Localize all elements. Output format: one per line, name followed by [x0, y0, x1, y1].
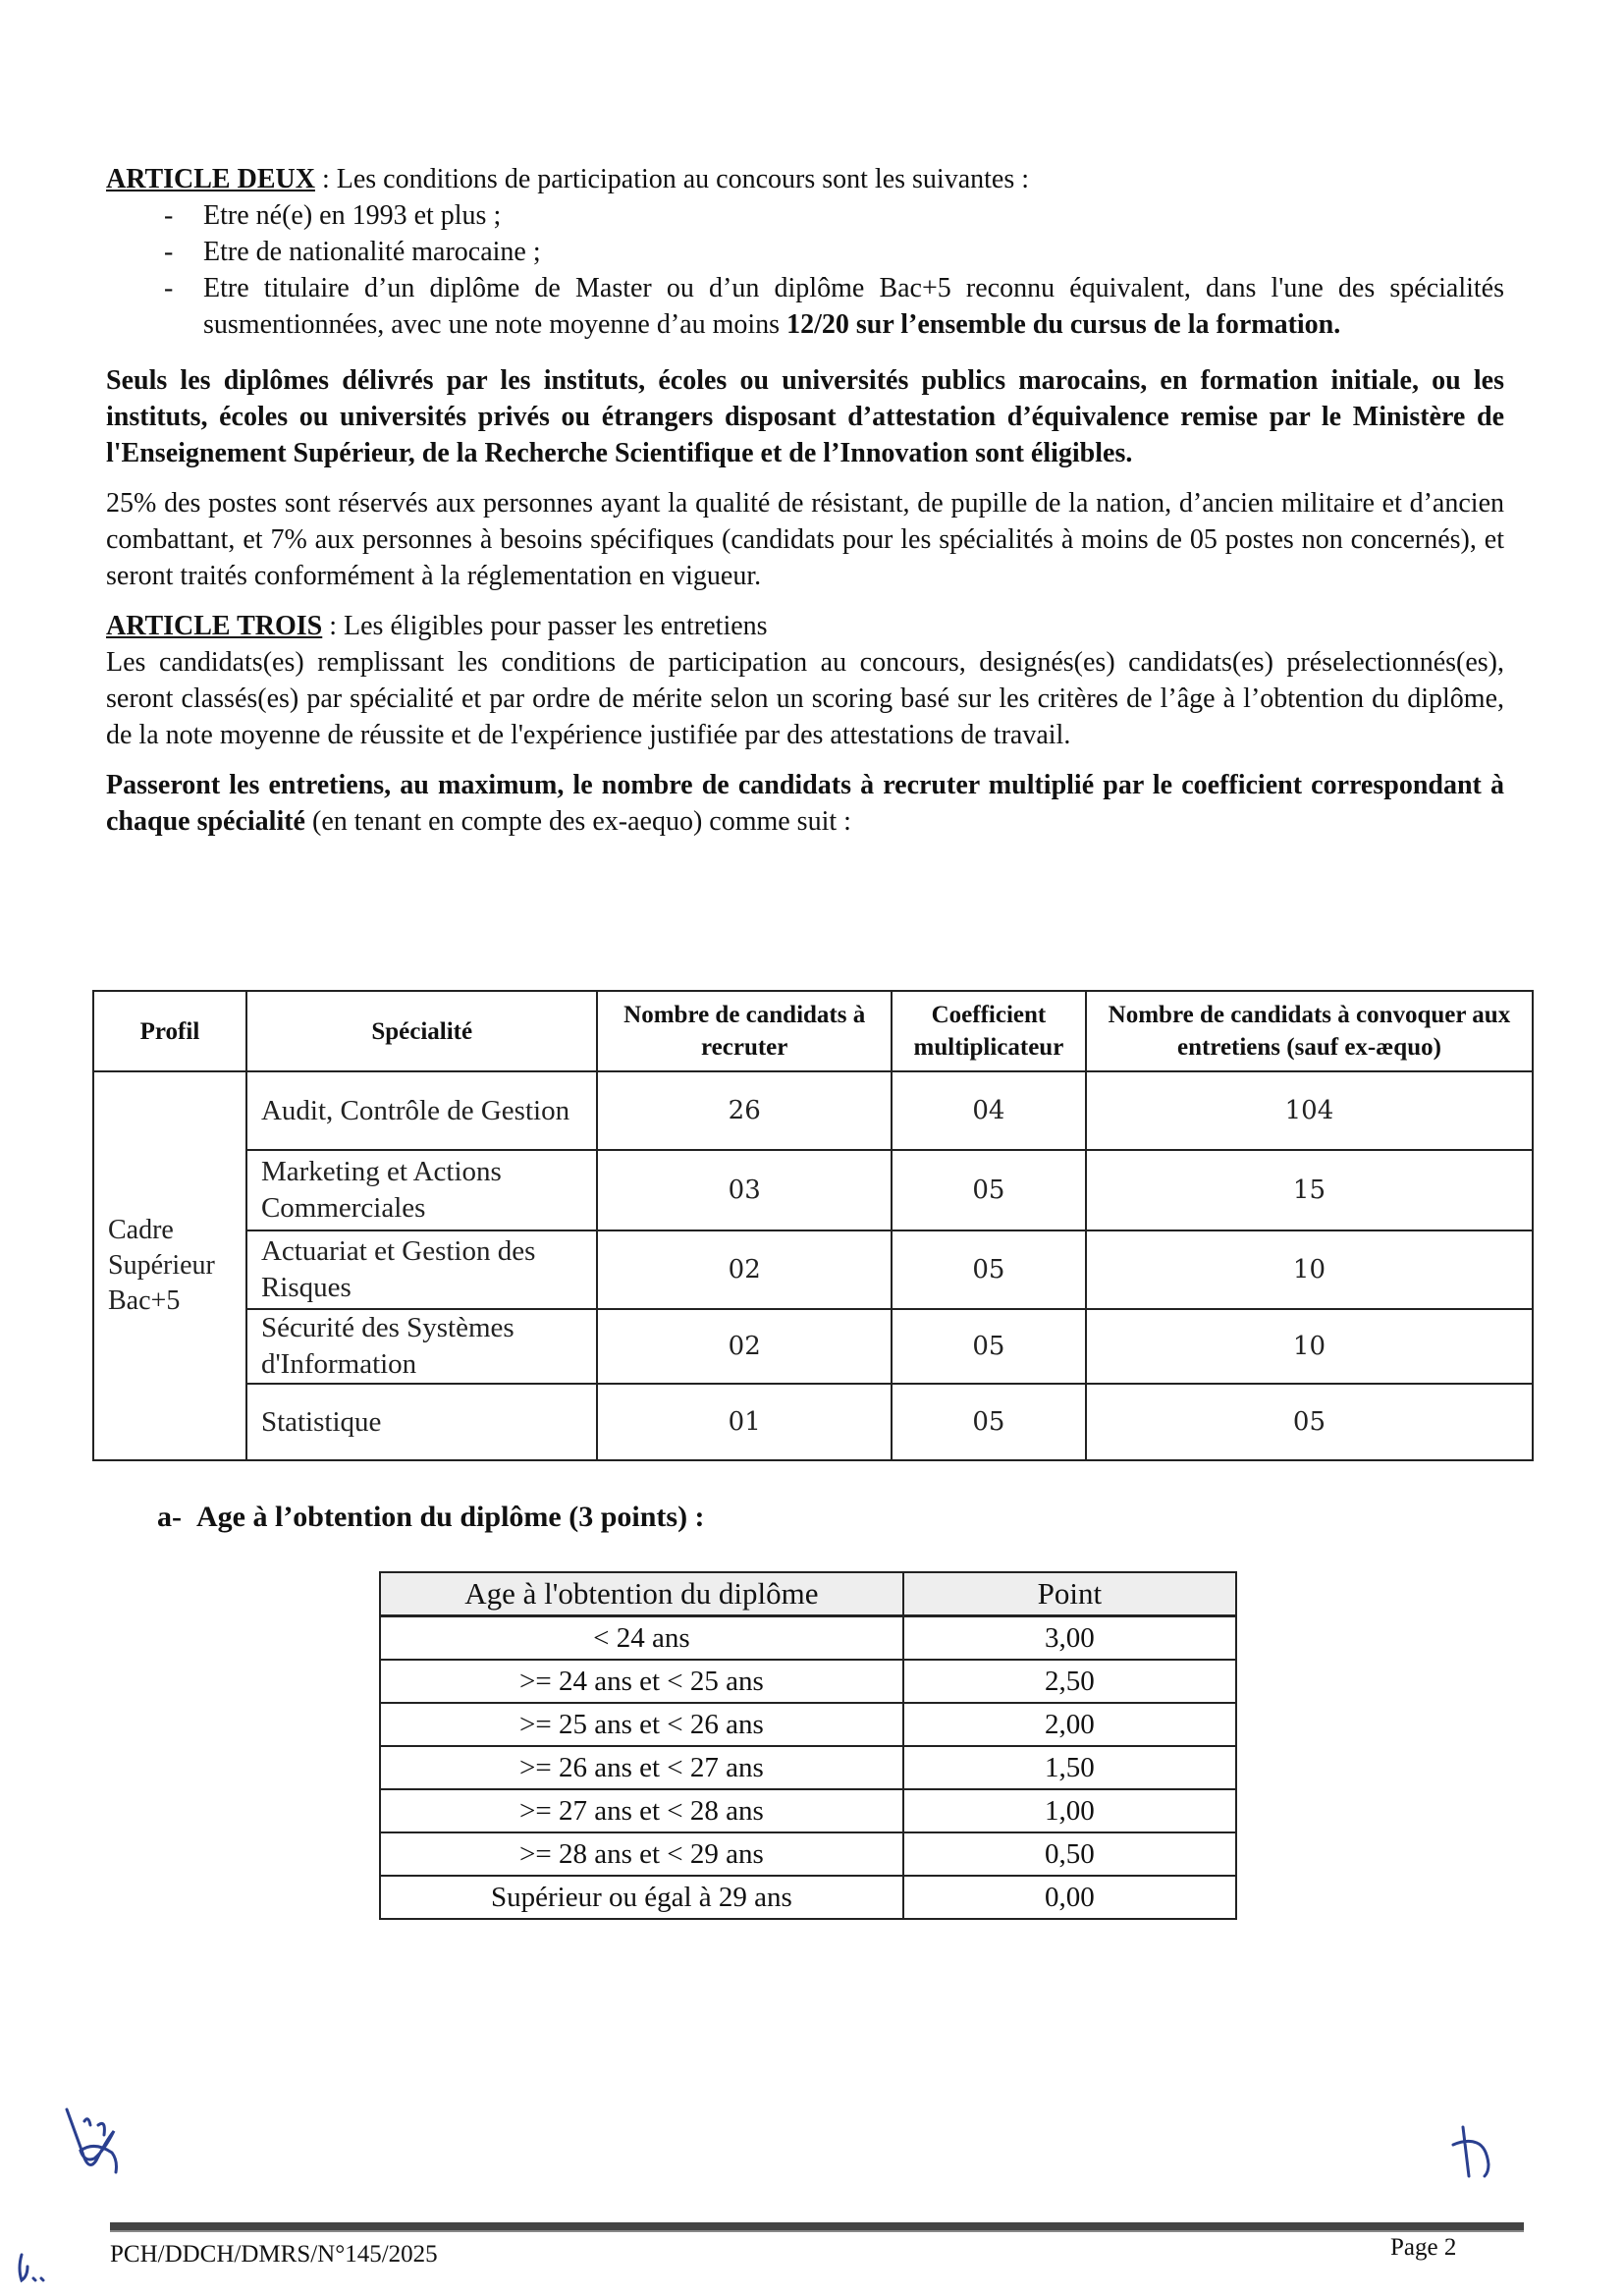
table-row: [93, 1384, 1533, 1460]
coefficient-cell: 04: [892, 1071, 1086, 1150]
convocation-count-cell: 10: [1086, 1230, 1533, 1309]
table-row: [93, 1071, 1533, 1150]
recruit-count-cell: 03: [597, 1150, 892, 1230]
age-cell: >= 24 ans et < 25 ans: [380, 1660, 903, 1703]
profile-cell: Cadre Supérieur Bac+5: [93, 1071, 246, 1460]
page-body: [106, 161, 1504, 840]
page-number: Page 2: [1390, 2234, 1457, 2261]
point-cell: 1,00: [903, 1789, 1236, 1832]
recruit-count-cell: 02: [597, 1309, 892, 1384]
table-row: [380, 1616, 1236, 1661]
table-row: [380, 1746, 1236, 1789]
table-row: [380, 1832, 1236, 1876]
signature-initials-right-icon: [1443, 2121, 1502, 2190]
convocation-count-cell: 10: [1086, 1309, 1533, 1384]
point-cell: 0,50: [903, 1832, 1236, 1876]
signature-initials-left-icon: [55, 2102, 134, 2190]
specialty-cell: Sécurité des Systèmes d'Information: [246, 1309, 598, 1384]
table-header-row: [380, 1572, 1236, 1616]
specialty-cell: Actuariat et Gestion des Risques: [246, 1230, 598, 1309]
convocation-count-cell: 05: [1086, 1384, 1533, 1460]
convocation-count-cell: 104: [1086, 1071, 1533, 1150]
point-cell: 3,00: [903, 1616, 1236, 1661]
column-header: Coefficient multiplicateur: [892, 991, 1086, 1071]
recruit-count-cell: 01: [597, 1384, 892, 1460]
section-a-label: a-: [157, 1501, 182, 1533]
table-row: [380, 1876, 1236, 1919]
column-header: Nombre de candidats à recruter: [597, 991, 892, 1071]
convocation-count-cell: 15: [1086, 1150, 1533, 1230]
article3-intro: ARTICLE TROIS : Les éligibles pour passer les entretiens: [106, 611, 768, 641]
recruit-count-cell: 02: [597, 1230, 892, 1309]
coefficient-cell: 05: [892, 1309, 1086, 1384]
column-header: Age à l'obtention du diplôme: [380, 1572, 903, 1616]
footer-rule: [110, 2222, 1524, 2232]
article2-heading: ARTICLE DEUX: [106, 164, 315, 194]
article2-intro: ARTICLE DEUX : Les conditions de participation au concours sont les suivantes :: [106, 164, 1030, 194]
coefficient-cell: 05: [892, 1384, 1086, 1460]
list-item: - Etre titulaire d’un diplôme de Master ou d’un diplôme Bac+5 reconnu équivalent, dans l'une des spécialités susmentionnées, avec une note moyenne d’au moins 12/20 sur l’ensemble du cursus de la formation.: [203, 270, 1504, 343]
point-cell: 2,00: [903, 1703, 1236, 1746]
list-item: - Etre né(e) en 1993 et plus ;: [203, 197, 1504, 234]
coefficient-cell: 05: [892, 1230, 1086, 1309]
age-cell: >= 26 ans et < 27 ans: [380, 1746, 903, 1789]
recruit-count-cell: 26: [597, 1071, 892, 1150]
table-row: [93, 1150, 1533, 1230]
age-cell: >= 27 ans et < 28 ans: [380, 1789, 903, 1832]
interviews-paragraph: Passeront les entretiens, au maximum, le nombre de candidats à recruter multiplié par le coefficient correspondant à chaque spécialité (en tenant en compte des ex-aequo) comme suit :: [106, 770, 1504, 837]
coefficient-cell: 05: [892, 1150, 1086, 1230]
section-a-heading: [157, 1501, 705, 1534]
point-cell: 2,50: [903, 1660, 1236, 1703]
age-cell: Supérieur ou égal à 29 ans: [380, 1876, 903, 1919]
age-cell: < 24 ans: [380, 1616, 903, 1661]
eligibility-paragraph: Seuls les diplômes délivrés par les instituts, écoles ou universités publics marocains, en formation initiale, ou les instituts, écoles ou universités privés ou étrangers disposant d’attestation d’équivalence remise par le Ministère de l'Enseignement Supérieur, de la Recherche Scientifique et de l’Innovation sont éligibles.: [106, 365, 1504, 468]
column-header: Profil: [93, 991, 246, 1071]
table-row: [380, 1789, 1236, 1832]
list-item: - Etre de nationalité marocaine ;: [203, 234, 1504, 270]
specialty-cell: Marketing et Actions Commerciales: [246, 1150, 598, 1230]
specialty-cell: Audit, Contrôle de Gestion: [246, 1071, 598, 1150]
point-cell: 1,50: [903, 1746, 1236, 1789]
table-row: [93, 1230, 1533, 1309]
table-row: [380, 1703, 1236, 1746]
margin-mark-icon: [14, 2249, 53, 2288]
interviews-table: [92, 990, 1534, 1461]
article3-body: Les candidats(es) remplissant les conditions de participation au concours, designés(es) candidats(es) préselectionnés(es), seront classés(es) par spécialité et par ordre de mérite selon un scoring basé sur les critères de l’âge à l’obtention du diplôme, de la note moyenne de réussite et de l'expérience justifiée par des attestations de travail.: [106, 647, 1504, 750]
conditions-list: [106, 197, 1504, 343]
table-row: [93, 1309, 1533, 1384]
column-header: Spécialité: [246, 991, 598, 1071]
age-points-table: [379, 1571, 1237, 1920]
column-header: Nombre de candidats à convoquer aux entretiens (sauf ex-æquo): [1086, 991, 1533, 1071]
age-cell: >= 28 ans et < 29 ans: [380, 1832, 903, 1876]
article3-heading: ARTICLE TROIS: [106, 611, 323, 641]
table-header-row: [93, 991, 1533, 1071]
point-cell: 0,00: [903, 1876, 1236, 1919]
table-row: [380, 1660, 1236, 1703]
section-a-title: Age à l’obtention du diplôme (3 points) :: [196, 1501, 705, 1533]
specialty-cell: Statistique: [246, 1384, 598, 1460]
column-header: Point: [903, 1572, 1236, 1616]
reserved-paragraph: 25% des postes sont réservés aux personnes ayant la qualité de résistant, de pupille de la nation, d’ancien militaire et d’ancien combattant, et 7% aux personnes à besoins spécifiques (candidats pour les spécialités à moins de 05 postes non concernés), et seront traités conformément à la réglementation en vigueur.: [106, 488, 1504, 591]
age-cell: >= 25 ans et < 26 ans: [380, 1703, 903, 1746]
document-reference: PCH/DDCH/DMRS/N°145/2025: [110, 2241, 438, 2268]
